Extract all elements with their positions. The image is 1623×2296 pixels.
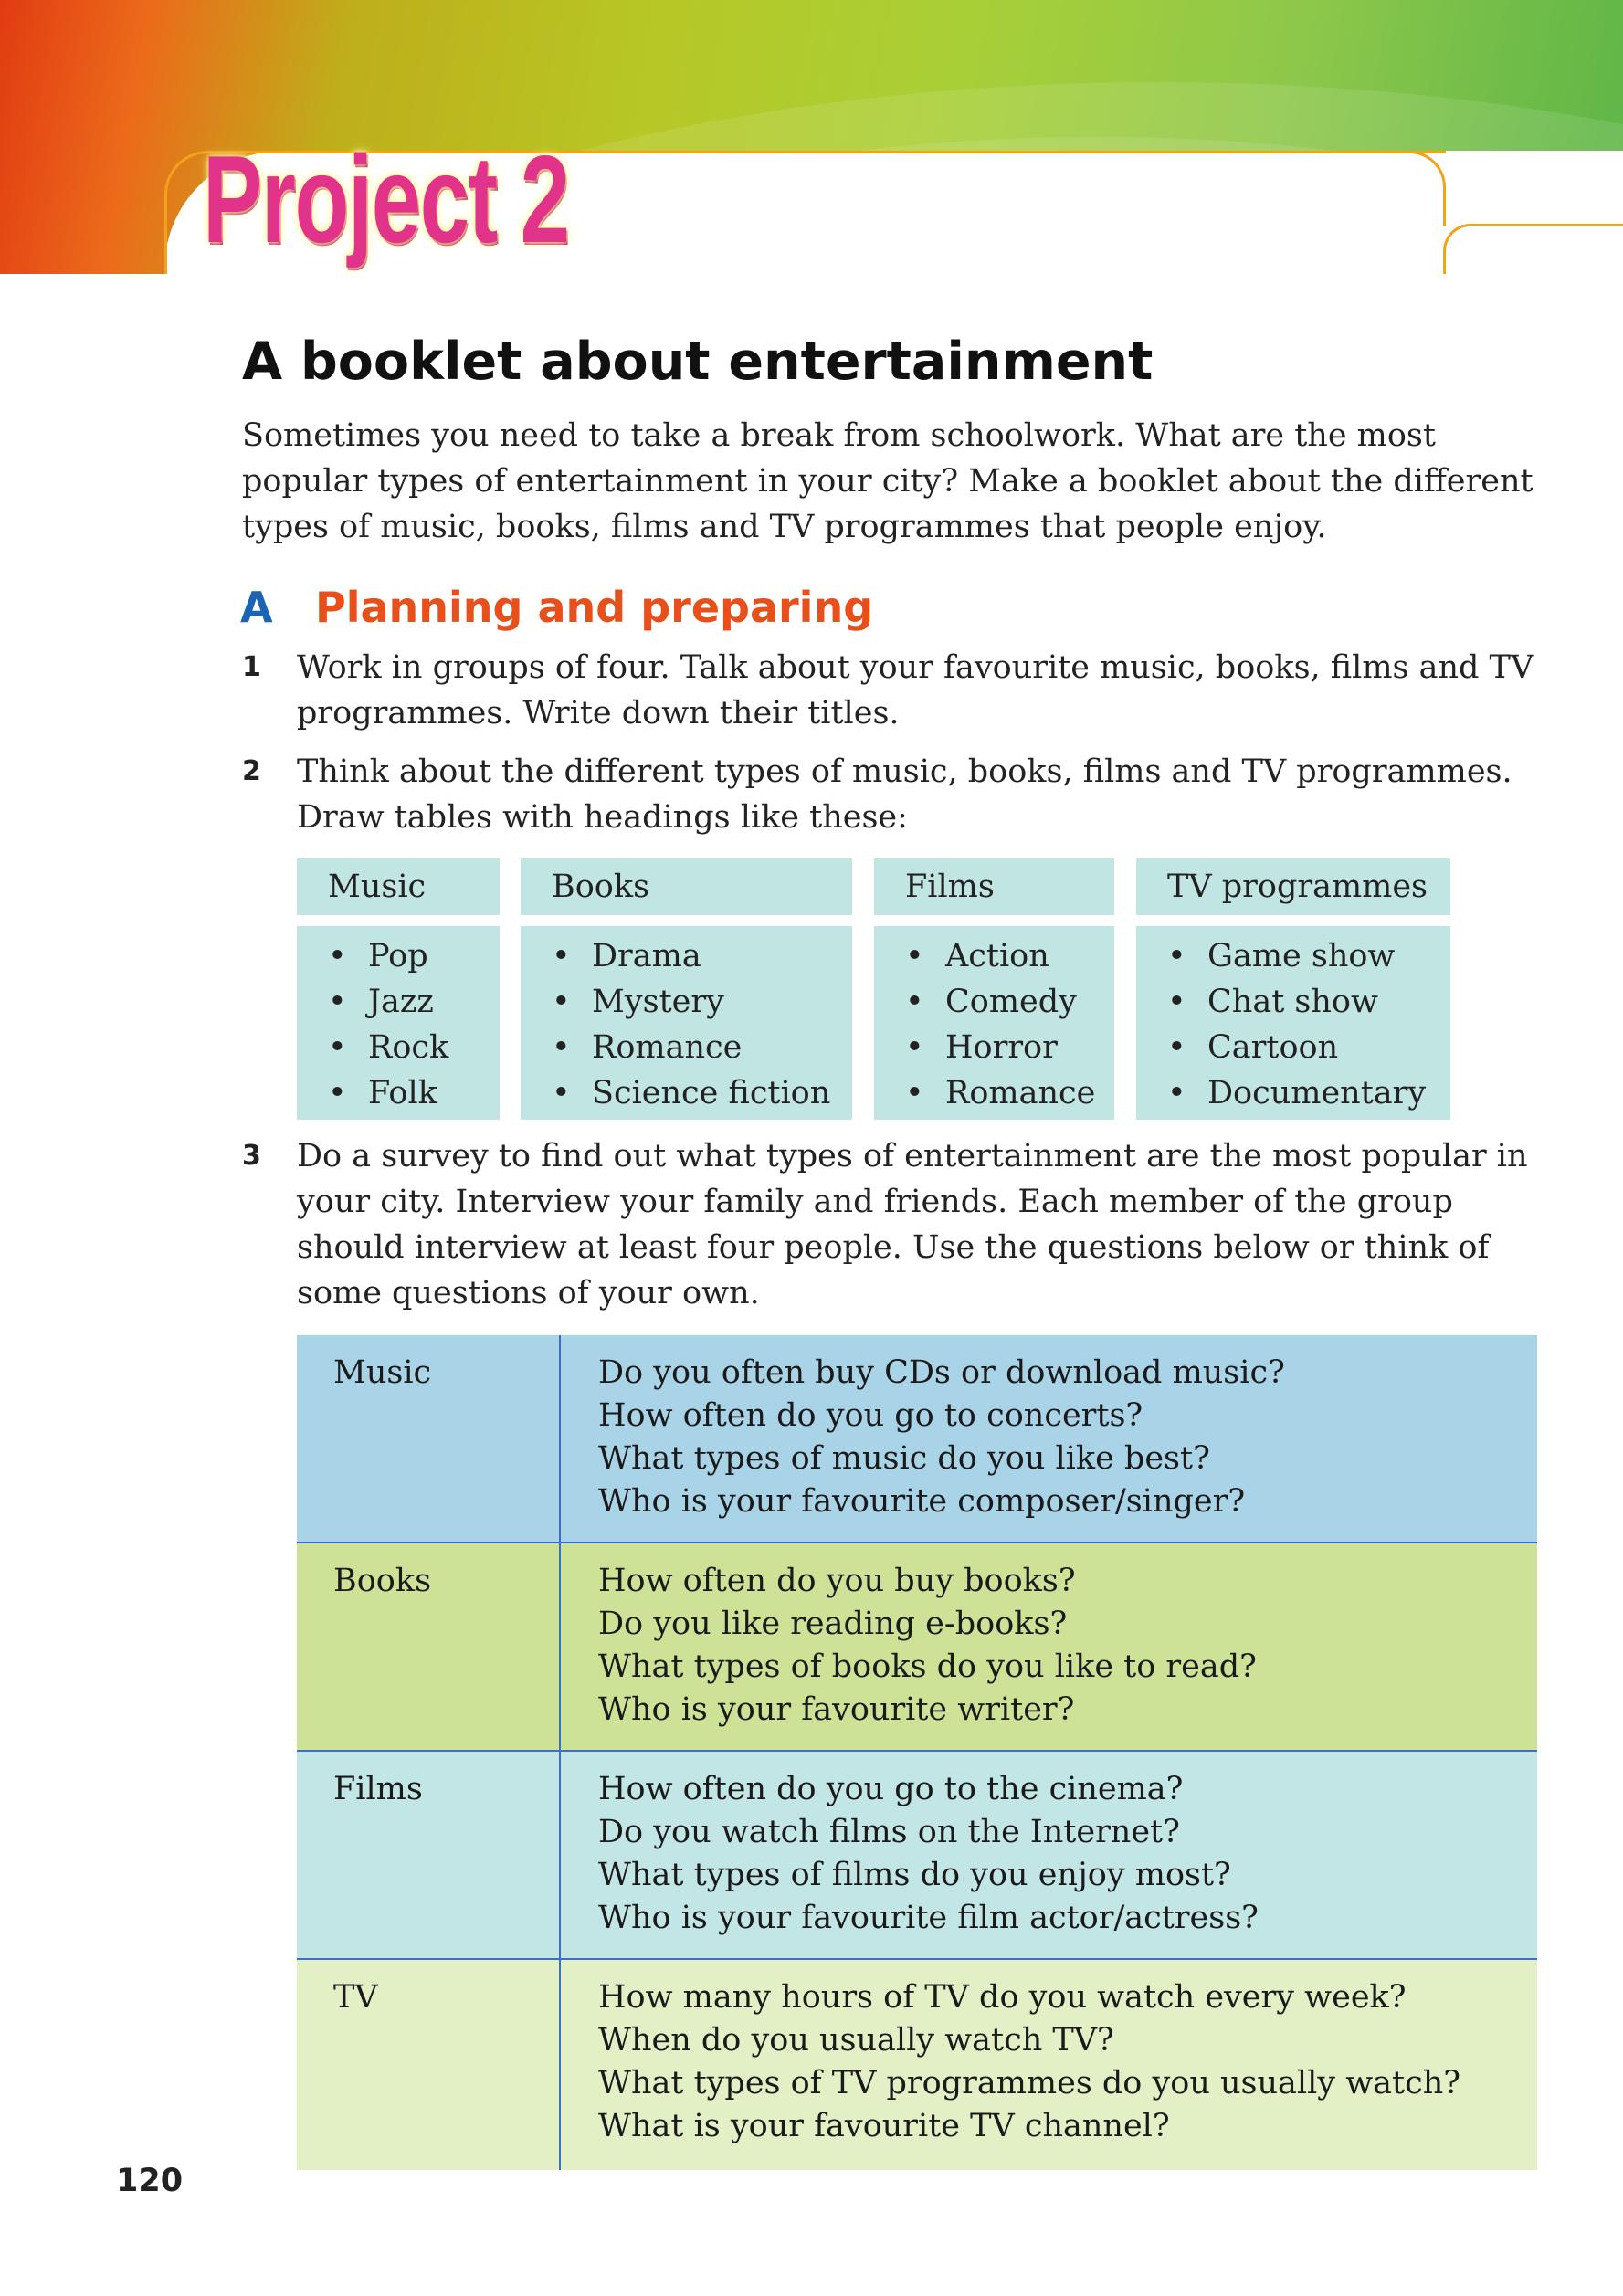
step-number: 1 bbox=[242, 651, 261, 683]
step-text: Do a survey to find out what types of entertainment are the most popular in your city. Interview your family and friends. Each member of the group should interview at least four people. Use the questions below or think of some questions of your own. bbox=[297, 1138, 1528, 1311]
question: Do you watch films on the Internet? bbox=[598, 1814, 1180, 1850]
page-number: 120 bbox=[116, 2163, 184, 2199]
question: When do you usually watch TV? bbox=[598, 2022, 1114, 2059]
question: What types of TV programmes do you usually watch? bbox=[598, 2065, 1461, 2101]
question: What types of books do you like to read? bbox=[598, 1648, 1257, 1685]
column-divider bbox=[559, 1960, 561, 2170]
intro-paragraph: Sometimes you need to take a break from schoolwork. What are the most popular types of entertainment in your city? Make a booklet about the different types of music, books, films and TV programmes that people enjoy. bbox=[242, 417, 1533, 545]
row-category: Films bbox=[333, 1771, 423, 1807]
step-number: 2 bbox=[242, 755, 261, 787]
list-item: • Rock bbox=[328, 1029, 449, 1066]
question: How often do you buy books? bbox=[598, 1563, 1076, 1599]
section-letter: A bbox=[240, 583, 273, 632]
table-header-books: Books bbox=[521, 858, 852, 915]
banner-frame-line bbox=[1443, 224, 1623, 274]
step-3 bbox=[242, 1133, 1557, 1316]
step-text: Work in groups of four. Talk about your favourite music, books, films and TV programmes. Write down their titles. bbox=[297, 649, 1534, 732]
question: What types of films do you enjoy most? bbox=[598, 1857, 1231, 1893]
page-heading: A booklet about entertainment bbox=[242, 332, 1154, 392]
survey-table bbox=[297, 1335, 1537, 2170]
list-item: • Action bbox=[905, 938, 1049, 974]
question: Who is your favourite film actor/actress? bbox=[598, 1900, 1259, 1936]
row-category: Books bbox=[333, 1563, 432, 1599]
table-body-music bbox=[297, 926, 500, 1120]
step-1 bbox=[242, 645, 1557, 736]
question: How often do you go to the cinema? bbox=[598, 1771, 1184, 1807]
row-questions bbox=[598, 1768, 1259, 1940]
row-questions bbox=[598, 1560, 1257, 1732]
table-body-books bbox=[521, 926, 852, 1120]
list-item: • Romance bbox=[552, 1029, 743, 1066]
row-questions bbox=[598, 1352, 1285, 1523]
list-item: • Comedy bbox=[905, 984, 1077, 1020]
list-item: • Drama bbox=[552, 938, 701, 974]
question: Do you like reading e-books? bbox=[598, 1606, 1068, 1642]
project-title: Project 2 bbox=[203, 130, 569, 269]
column-divider bbox=[559, 1543, 561, 1750]
question: Who is your favourite composer/singer? bbox=[598, 1483, 1246, 1520]
table-row bbox=[297, 1752, 1537, 1960]
row-category: TV bbox=[333, 1979, 378, 2016]
row-category: Music bbox=[333, 1354, 432, 1391]
list-item: • Romance bbox=[905, 1075, 1096, 1111]
list-item: • Horror bbox=[905, 1029, 1058, 1066]
column-divider bbox=[559, 1752, 561, 1958]
list-item: • Cartoon bbox=[1167, 1029, 1339, 1066]
column-divider bbox=[559, 1335, 561, 1542]
list-item: • Chat show bbox=[1167, 984, 1378, 1020]
table-header-films: Films bbox=[874, 858, 1114, 915]
step-2 bbox=[242, 749, 1557, 840]
question: Who is your favourite writer? bbox=[598, 1691, 1075, 1728]
list-item: • Game show bbox=[1167, 938, 1396, 974]
list-item: • Documentary bbox=[1167, 1075, 1427, 1111]
question: What is your favourite TV channel? bbox=[598, 2108, 1170, 2144]
section-title: Planning and preparing bbox=[315, 583, 874, 632]
table-header-music: Music bbox=[297, 858, 500, 915]
step-number: 3 bbox=[242, 1140, 261, 1172]
table-header-tv: TV programmes bbox=[1136, 858, 1450, 915]
list-item: • Pop bbox=[328, 938, 428, 974]
table-body-tv bbox=[1136, 926, 1450, 1120]
banner-frame-line bbox=[1370, 151, 1446, 226]
list-item: • Mystery bbox=[552, 984, 724, 1020]
list-item: • Folk bbox=[328, 1075, 437, 1111]
table-row bbox=[297, 1960, 1537, 2170]
table-row bbox=[297, 1543, 1537, 1752]
question: How many hours of TV do you watch every week? bbox=[598, 1979, 1407, 2016]
section-a-heading bbox=[240, 583, 873, 633]
question: What types of music do you like best? bbox=[598, 1440, 1210, 1477]
question: Do you often buy CDs or download music? bbox=[598, 1354, 1285, 1391]
row-questions bbox=[598, 1976, 1460, 2148]
list-item: • Jazz bbox=[328, 984, 434, 1020]
question: How often do you go to concerts? bbox=[598, 1397, 1143, 1434]
list-item: • Science fiction bbox=[552, 1075, 831, 1111]
step-text: Think about the different types of music, books, films and TV programmes. Draw tables with headings like these: bbox=[297, 753, 1512, 836]
table-row bbox=[297, 1335, 1537, 1543]
table-body-films bbox=[874, 926, 1114, 1120]
